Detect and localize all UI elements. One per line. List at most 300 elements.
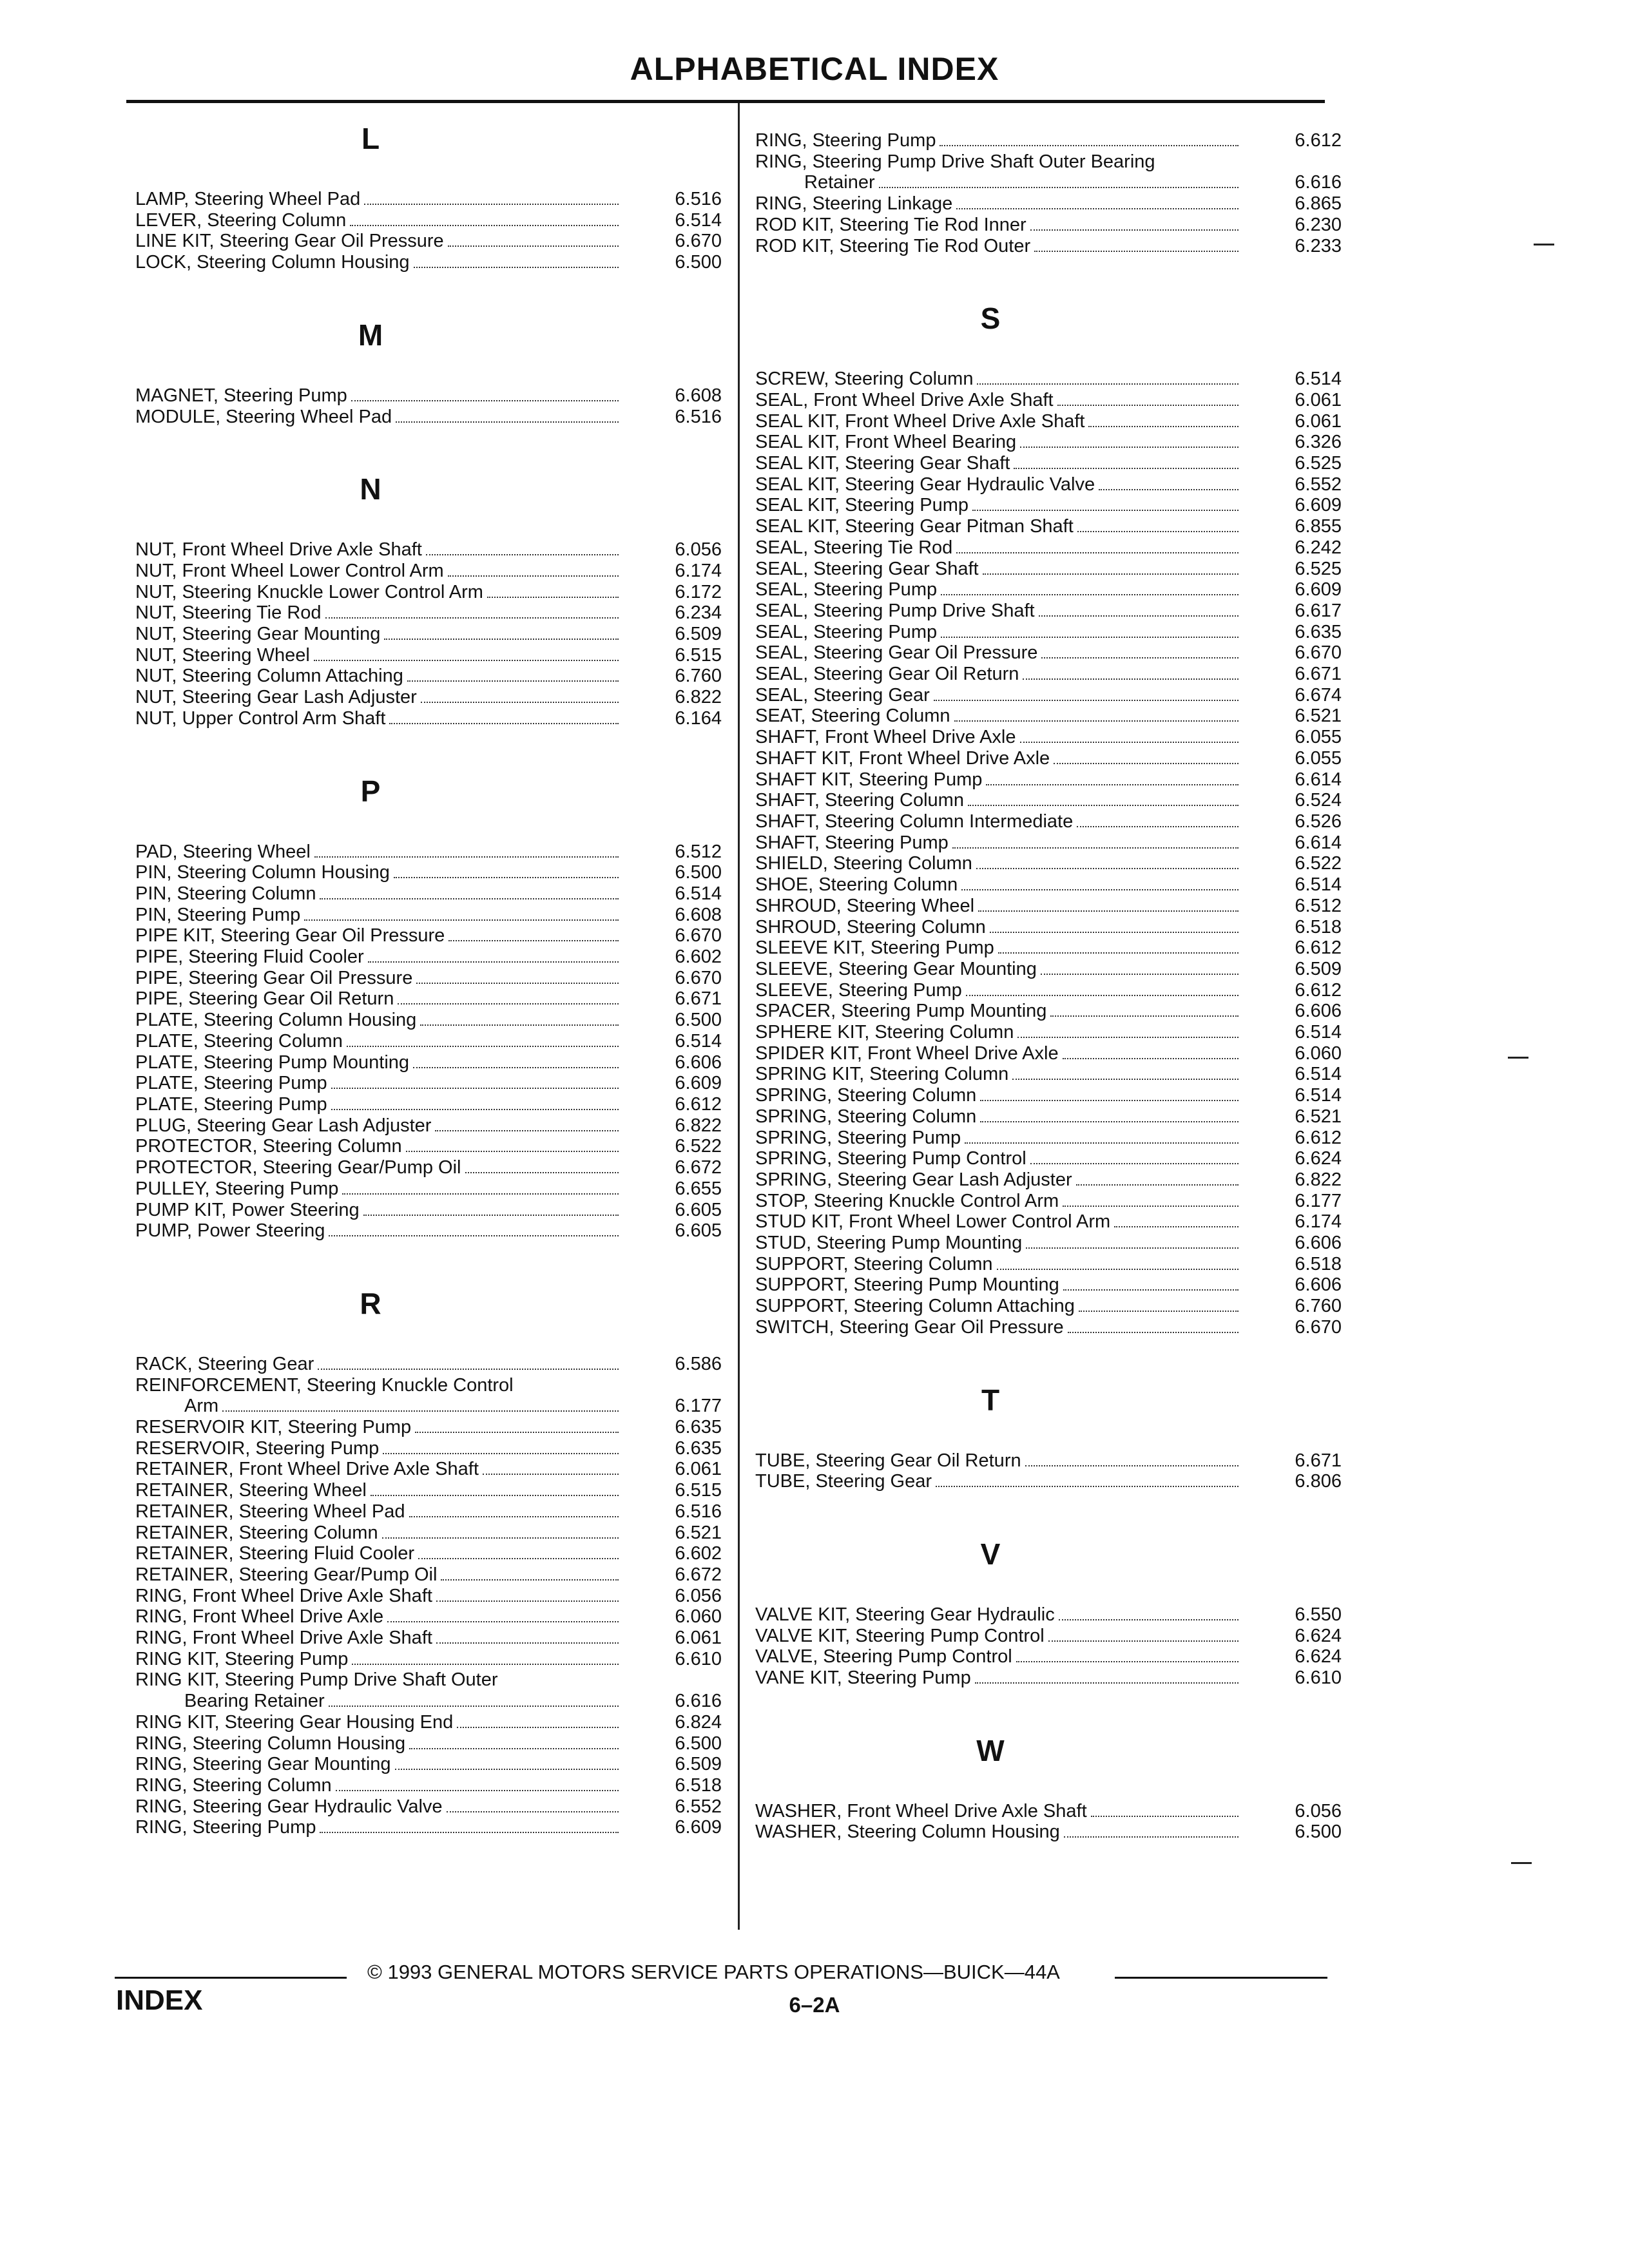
index-entry [135,1733,722,1754]
index-section-letter: M [358,318,383,352]
entry-text: PIPE KIT, Steering Gear Oil Pressure [135,925,445,947]
entry-page-number: 6.602 [675,947,722,968]
entry-page-number: 6.822 [1295,1169,1342,1190]
index-entry [135,1031,722,1052]
entry-text: TUBE, Steering Gear Oil Return [755,1450,1021,1471]
entry-page-number: 6.060 [1295,1043,1342,1064]
dot-leader [997,1269,1239,1270]
entry-page-number: 6.056 [675,539,722,561]
dot-leader [1064,1836,1239,1838]
entry-page-number: 6.061 [1295,389,1342,410]
margin-tick-mark [1508,1057,1528,1059]
entry-text: RING, Steering Column [135,1774,332,1796]
entry-page-number: 6.616 [675,1691,722,1712]
index-entry [755,1604,1342,1626]
index-entry [135,1669,722,1691]
entry-text: RING, Front Wheel Drive Axle [135,1606,384,1628]
entry-text: WASHER, Steering Column Housing [755,1821,1060,1843]
entry-page-number: 6.500 [675,862,722,883]
entry-text: LOCK, Steering Column Housing [135,252,410,273]
dot-leader [980,1121,1239,1122]
dot-leader [977,383,1239,385]
index-entry [755,432,1342,453]
entry-text: PIPE, Steering Gear Oil Pressure [135,967,413,988]
index-section-letter: L [361,122,380,155]
entry-text: RING KIT, Steering Pump Drive Shaft Outer [135,1669,498,1691]
dot-leader [314,856,619,858]
dot-leader [1114,1226,1239,1227]
index-entry [135,1775,722,1796]
index-entry [755,559,1342,580]
index-entry [135,539,722,561]
entry-text: Arm [184,1396,219,1417]
dot-leader [398,1003,619,1004]
dot-leader [331,1088,619,1089]
dot-leader [1012,1079,1239,1080]
index-entry [755,1106,1342,1128]
dot-leader [389,723,619,724]
entry-text: PUMP KIT, Power Steering [135,1199,360,1220]
entry-page-number: 6.616 [1295,172,1342,193]
entry-text: SEAT, Steering Column [755,706,950,727]
entry-text: RESERVOIR KIT, Steering Pump [135,1417,412,1438]
index-entry [755,1471,1342,1492]
index-entry [135,988,722,1010]
dot-leader [1063,1058,1239,1059]
dot-leader [983,573,1239,575]
dot-leader [350,225,619,226]
dot-leader [409,1516,619,1517]
entry-page-number: 6.174 [675,560,722,581]
dot-leader [487,597,619,598]
margin-tick-mark [1511,1862,1532,1864]
index-entry [135,602,722,624]
entry-text: PAD, Steering Wheel [135,841,311,862]
entry-page-number: 6.612 [1295,130,1342,151]
index-entry [135,1501,722,1523]
entry-page-number: 6.606 [675,1052,722,1073]
entry-text: RETAINER, Steering Gear/Pump Oil [135,1564,438,1585]
entry-text: SEAL KIT, Front Wheel Drive Axle Shaft [755,410,1085,432]
footer-section-label: INDEX [116,1984,203,2016]
entry-page-number: 6.635 [675,1437,722,1459]
dot-leader [363,1215,619,1216]
entry-page-number: 6.177 [1295,1190,1342,1211]
index-entry [135,561,722,582]
dot-leader [1016,1661,1239,1662]
index-entry [755,1064,1342,1085]
entry-text: VALVE KIT, Steering Pump Control [755,1625,1045,1646]
entry-text: LEVER, Steering Column [135,209,347,231]
entry-page-number: 6.177 [675,1396,722,1417]
entry-text: SPRING, Steering Gear Lash Adjuster [755,1169,1072,1190]
index-entry [755,622,1342,643]
entry-text: PLATE, Steering Pump [135,1073,327,1094]
entry-text: PROTECTOR, Steering Column [135,1136,402,1157]
index-entry [755,1296,1342,1317]
entry-text: SPRING KIT, Steering Column [755,1064,1009,1085]
index-entry [135,1417,722,1438]
dot-leader [320,1832,619,1833]
index-entry [755,748,1342,769]
entry-page-number: 6.514 [1295,1064,1342,1085]
entry-page-number: 6.670 [1295,642,1342,664]
entry-text: SLEEVE, Steering Gear Mounting [755,958,1037,979]
entry-text: VALVE, Steering Pump Control [755,1646,1012,1667]
entry-text: ROD KIT, Steering Tie Rod Outer [755,235,1031,256]
dot-leader [414,267,619,268]
entry-page-number: 6.516 [675,406,722,427]
dot-leader [1063,1289,1239,1291]
index-entry [755,369,1342,390]
index-entry [755,980,1342,1001]
entry-page-number: 6.234 [675,602,722,624]
index-entry [135,624,722,645]
entry-text: SEAL, Steering Pump Drive Shaft [755,600,1035,621]
dot-leader [421,702,619,703]
index-entry [135,841,722,863]
entry-page-number: 6.822 [675,1115,722,1136]
entry-text: LINE KIT, Steering Gear Oil Pressure [135,231,444,252]
entry-text: PIPE, Steering Fluid Cooler [135,947,364,968]
entry-text: RING, Steering Pump [755,130,936,151]
dot-leader [965,1142,1239,1144]
title-rule [126,100,1325,103]
dot-leader [441,1579,619,1581]
index-entry [755,1001,1342,1022]
entry-text: RING, Steering Linkage [755,193,953,215]
dot-leader [329,1235,619,1236]
entry-page-number: 6.672 [675,1564,722,1585]
index-entry [135,1115,722,1137]
dot-leader [342,1193,619,1195]
entry-page-number: 6.524 [1295,790,1342,811]
dot-leader [940,145,1239,146]
dot-leader [1088,426,1239,427]
dot-leader [1050,1015,1239,1017]
entry-text: VALVE KIT, Steering Gear Hydraulic [755,1604,1055,1625]
entry-page-number: 6.500 [1295,1821,1342,1843]
index-entry [755,193,1342,215]
index-entry [755,516,1342,537]
entry-page-number: 6.609 [1295,495,1342,516]
index-entry [755,1667,1342,1689]
index-section-letter: T [981,1383,1000,1417]
entry-page-number: 6.670 [1295,1316,1342,1338]
dot-leader [413,1067,619,1068]
dot-leader [416,983,619,984]
index-entry [755,1274,1342,1296]
entry-page-number: 6.526 [1295,811,1342,832]
dot-leader [961,889,1239,890]
dot-leader [329,1706,619,1707]
dot-leader [1054,763,1239,764]
entry-text: RING, Steering Pump Drive Shaft Outer Bearing [755,151,1155,172]
entry-text: SUPPORT, Steering Column Attaching [755,1296,1075,1317]
entry-text: MAGNET, Steering Pump [135,385,347,406]
entry-text: PULLEY, Steering Pump [135,1178,339,1199]
entry-page-number: 6.612 [1295,979,1342,1001]
entry-page-number: 6.760 [1295,1296,1342,1317]
entry-text: RING KIT, Steering Pump [135,1648,349,1669]
index-entry [135,407,722,428]
footer-page-number: 6–2A [789,1993,840,2017]
index-right-column [755,130,1342,1843]
entry-page-number: 6.230 [1295,214,1342,235]
index-entry [755,579,1342,601]
entry-page-number: 6.855 [1295,516,1342,537]
index-entry [135,1094,722,1115]
dot-leader [448,245,619,247]
index-entry [755,706,1342,727]
dot-leader [972,510,1239,511]
entry-page-number: 6.514 [675,209,722,231]
entry-page-number: 6.514 [1295,874,1342,896]
dot-leader [978,910,1239,912]
index-entry [755,1821,1342,1843]
entry-page-number: 6.514 [1295,369,1342,390]
dot-leader [325,617,619,619]
entry-text: SHROUD, Steering Column [755,916,986,937]
dot-leader [1091,1816,1239,1817]
dot-leader [998,952,1239,954]
entry-text: STUD, Steering Pump Mounting [755,1233,1023,1254]
entry-page-number: 6.514 [675,1030,722,1052]
index-entry [755,1128,1342,1149]
index-entry [135,1606,722,1628]
entry-text: SPRING, Steering Pump Control [755,1148,1027,1169]
entry-page-number: 6.518 [675,1774,722,1796]
index-entry [755,1211,1342,1233]
index-entry [135,1052,722,1073]
index-entry [755,1085,1342,1106]
dot-leader [1039,615,1239,617]
dot-leader [395,1769,619,1770]
dot-leader [371,1495,619,1496]
entry-text: NUT, Steering Column Attaching [135,666,403,687]
dot-leader [968,805,1239,806]
dot-leader [314,660,619,661]
page-title: ALPHABETICAL INDEX [630,51,999,87]
index-entry [755,874,1342,896]
entry-text: RETAINER, Front Wheel Drive Axle Shaft [135,1459,479,1480]
index-entry [135,1354,722,1375]
entry-text: PIN, Steering Column Housing [135,862,390,883]
index-entry [755,130,1342,151]
entry-text: PLATE, Steering Column [135,1030,343,1052]
entry-page-number: 6.550 [1295,1604,1342,1625]
entry-text: SCREW, Steering Column [755,369,974,390]
dot-leader [879,187,1239,188]
index-entry [755,411,1342,432]
dot-leader [975,1682,1239,1684]
entry-text: NUT, Front Wheel Drive Axle Shaft [135,539,422,561]
entry-page-number: 6.061 [675,1628,722,1649]
dot-leader [415,1432,619,1433]
dot-leader [1077,826,1239,827]
dot-leader [407,680,619,682]
entry-page-number: 6.056 [675,1585,722,1606]
entry-page-number: 6.586 [675,1353,722,1374]
index-entry [755,811,1342,832]
entry-page-number: 6.521 [675,1522,722,1543]
index-entry [135,947,722,968]
entry-text: SPACER, Steering Pump Mounting [755,1001,1047,1022]
index-entry [755,390,1342,411]
dot-leader [436,1600,619,1602]
index-section-letter: V [980,1537,1001,1571]
index-entry [135,1220,722,1242]
entry-text: SEAL, Steering Gear Shaft [755,558,979,579]
dot-leader [934,700,1239,701]
dot-leader [351,400,619,401]
entry-page-number: 6.671 [1295,1450,1342,1471]
entry-text: PLATE, Steering Pump [135,1093,327,1115]
entry-page-number: 6.514 [1295,1022,1342,1043]
dot-leader [956,552,1239,553]
index-entry [135,1817,722,1838]
index-entry [135,1375,722,1396]
index-entry [755,959,1342,980]
index-entry [755,1801,1342,1822]
entry-text: STUD KIT, Front Wheel Lower Control Arm [755,1211,1111,1233]
entry-page-number: 6.514 [1295,1085,1342,1106]
index-section-letter: W [976,1733,1005,1767]
index-entry [135,883,722,905]
entry-page-number: 6.670 [675,231,722,252]
index-entry [135,189,722,210]
entry-text: SPRING, Steering Column [755,1106,977,1127]
entry-text: SLEEVE KIT, Steering Pump [755,937,994,959]
entry-page-number: 6.671 [675,988,722,1010]
dot-leader [1030,229,1239,231]
entry-page-number: 6.525 [1295,558,1342,579]
dot-leader [383,1453,619,1454]
entry-text: SHAFT, Front Wheel Drive Axle [755,727,1016,748]
entry-page-number: 6.509 [675,624,722,645]
entry-text: SEAL, Front Wheel Drive Axle Shaft [755,389,1054,410]
index-section-letter: P [360,774,381,808]
dot-leader [1063,1206,1239,1207]
dot-leader [956,208,1239,209]
index-entry [755,896,1342,917]
index-entry [135,210,722,231]
dot-leader [1026,1247,1239,1249]
entry-page-number: 6.516 [675,1501,722,1522]
dot-leader [426,554,619,555]
entry-text: NUT, Steering Gear Mounting [135,624,381,645]
dot-leader [1020,742,1239,743]
entry-page-number: 6.602 [675,1543,722,1564]
index-entry [135,862,722,883]
entry-text: NUT, Steering Tie Rod [135,602,322,624]
entry-page-number: 6.515 [675,644,722,666]
entry-page-number: 6.606 [1295,1274,1342,1296]
dot-leader [941,637,1239,638]
entry-text: RING KIT, Steering Gear Housing End [135,1711,454,1733]
dot-leader [1025,1465,1239,1466]
index-entry [135,1073,722,1094]
dot-leader [447,1811,619,1812]
dot-leader [396,421,619,423]
entry-page-number: 6.609 [1295,579,1342,601]
index-entry [135,1178,722,1200]
dot-leader [318,1369,619,1370]
entry-text: SPHERE KIT, Steering Column [755,1022,1014,1043]
index-entry [135,385,722,407]
index-entry [135,1712,722,1733]
entry-page-number: 6.606 [1295,1001,1342,1022]
dot-leader [420,1024,619,1026]
entry-page-number: 6.525 [1295,453,1342,474]
index-entry [755,917,1342,938]
dot-leader [952,847,1239,849]
dot-leader [222,1410,619,1412]
index-entry [755,1022,1342,1043]
index-entry [755,832,1342,854]
index-entry [135,1796,722,1818]
entry-page-number: 6.326 [1295,432,1342,453]
entry-page-number: 6.609 [675,1073,722,1094]
entry-page-number: 6.518 [1295,1253,1342,1274]
dot-leader [436,1642,619,1644]
entry-page-number: 6.672 [675,1157,722,1178]
entry-page-number: 6.624 [1295,1625,1342,1646]
dot-leader [387,1621,619,1622]
entry-text: SEAL, Steering Gear Oil Pressure [755,642,1038,664]
dot-leader [384,639,619,640]
dot-leader [1023,678,1239,680]
dot-leader [1079,1311,1239,1312]
entry-text: RETAINER, Steering Column [135,1522,378,1543]
dot-leader [418,1558,619,1559]
entry-page-number: 6.055 [1295,727,1342,748]
entry-page-number: 6.822 [675,687,722,708]
dot-leader [1020,447,1239,448]
entry-page-number: 6.605 [675,1220,722,1242]
entry-text: NUT, Front Wheel Lower Control Arm [135,560,444,581]
index-entry [755,1233,1342,1254]
dot-leader [457,1727,619,1728]
index-entry [135,1543,722,1564]
entry-text: RETAINER, Steering Wheel [135,1480,367,1501]
entry-page-number: 6.233 [1295,235,1342,256]
entry-page-number: 6.500 [675,1010,722,1031]
entry-text: SEAL KIT, Steering Pump [755,495,969,516]
entry-text: SEAL, Steering Pump [755,621,938,642]
entry-page-number: 6.242 [1295,537,1342,558]
entry-page-number: 6.512 [675,841,722,862]
entry-text: SLEEVE, Steering Pump [755,979,962,1001]
entry-text: RACK, Steering Gear [135,1353,314,1374]
footer-copyright: © 1993 GENERAL MOTORS SERVICE PARTS OPERATIONS—BUICK—44A [367,1961,1060,1983]
margin-tick-mark [1534,244,1554,245]
entry-text: NUT, Upper Control Arm Shaft [135,707,386,729]
entry-text: RING, Steering Column Housing [135,1733,406,1754]
entry-text: SHROUD, Steering Wheel [755,895,975,916]
index-entry [755,537,1342,559]
entry-text: PIN, Steering Column [135,883,316,904]
index-entry [135,1157,722,1178]
entry-page-number: 6.614 [1295,769,1342,790]
entry-page-number: 6.056 [1295,1800,1342,1821]
entry-page-number: 6.617 [1295,600,1342,621]
entry-text: SHAFT, Steering Pump [755,832,949,853]
entry-text: WASHER, Front Wheel Drive Axle Shaft [755,1800,1087,1821]
entry-page-number: 6.518 [1295,916,1342,937]
index-entry [135,708,722,729]
index-entry [755,474,1342,495]
